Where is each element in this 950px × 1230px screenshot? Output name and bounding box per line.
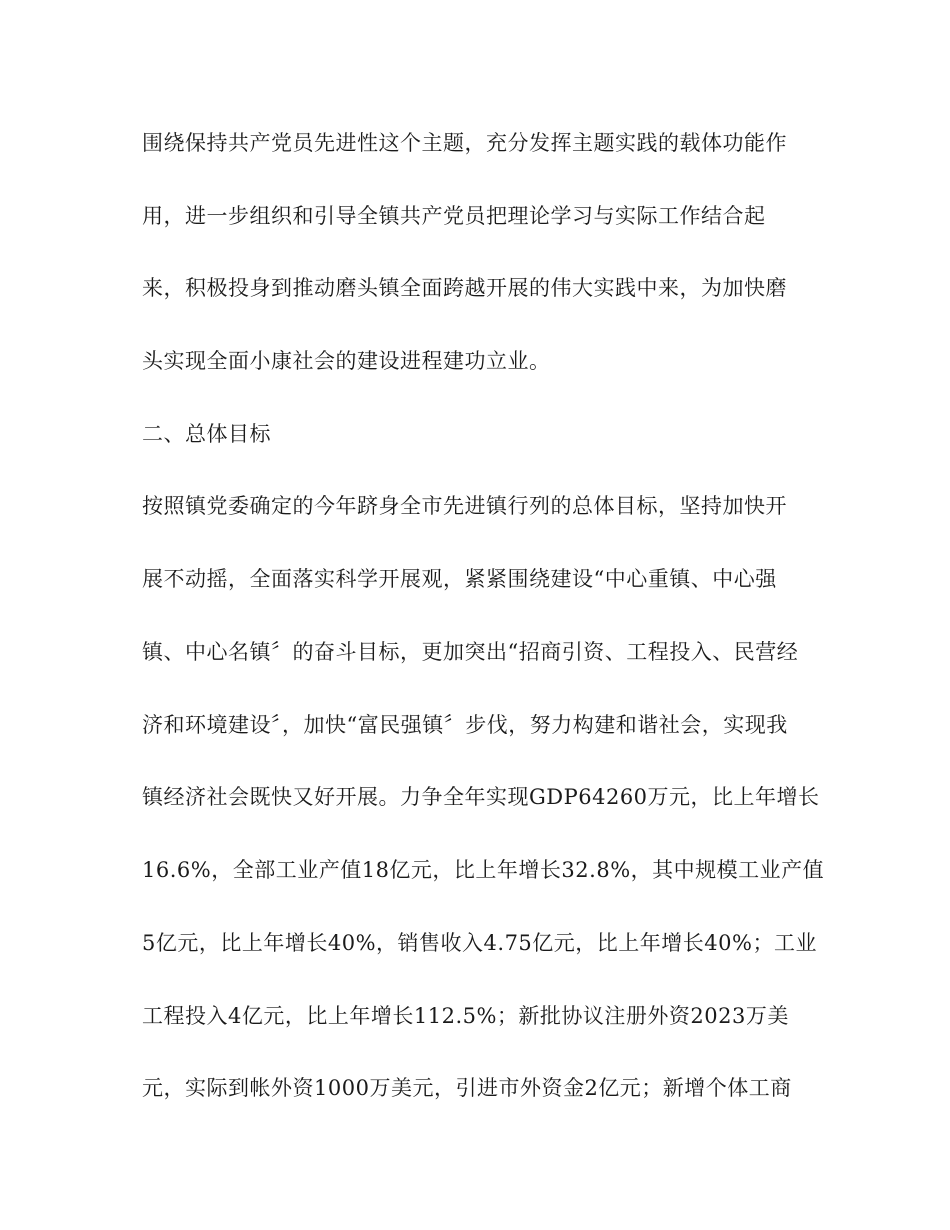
paragraph-line: 按照镇党委确定的今年跻身全市先进镇行列的总体目标，坚持加快开: [142, 494, 787, 518]
paragraph-line: 用，进一步组织和引导全镇共产党员把理论学习与实际工作结合起: [142, 204, 766, 228]
paragraph-line: 工程投入4亿元，比上年增长112.5%；新批协议注册外资2023万美: [142, 1004, 789, 1028]
paragraph-line: 元，实际到帐外资1000万美元，引进市外资金2亿元；新增个体工商: [142, 1076, 792, 1100]
paragraph-line: 镇经济社会既快又好开展。力争全年实现GDP64260万元，比上年增长: [142, 785, 820, 809]
paragraph-line: 展不动摇，全面落实科学开展观，紧紧围绕建设“中心重镇、中心强: [142, 567, 777, 591]
paragraph-line: 5亿元，比上年增长40%，销售收入4.75亿元，比上年增长40%；工业: [142, 931, 817, 955]
paragraph-line: 围绕保持共产党员先进性这个主题，充分发挥主题实践的载体功能作: [142, 131, 787, 155]
paragraph-line: 济和环境建设〞，加快“富民强镇〞步伐，努力构建和谐社会，实现我: [142, 713, 788, 737]
paragraph-line: 头实现全面小康社会的建设进程建功立业。: [142, 349, 551, 373]
paragraph-line: 16.6%，全部工业产值18亿元，比上年增长32.8%，其中规模工业产值: [142, 858, 825, 882]
section-heading: 二、总体目标: [142, 422, 271, 446]
paragraph-line: 来，积极投身到推动磨头镇全面跨越开展的伟大实践中来，为加快磨: [142, 276, 787, 300]
paragraph-line: 镇、中心名镇〞的奋斗目标，更加突出“招商引资、工程投入、民营经: [142, 640, 799, 664]
